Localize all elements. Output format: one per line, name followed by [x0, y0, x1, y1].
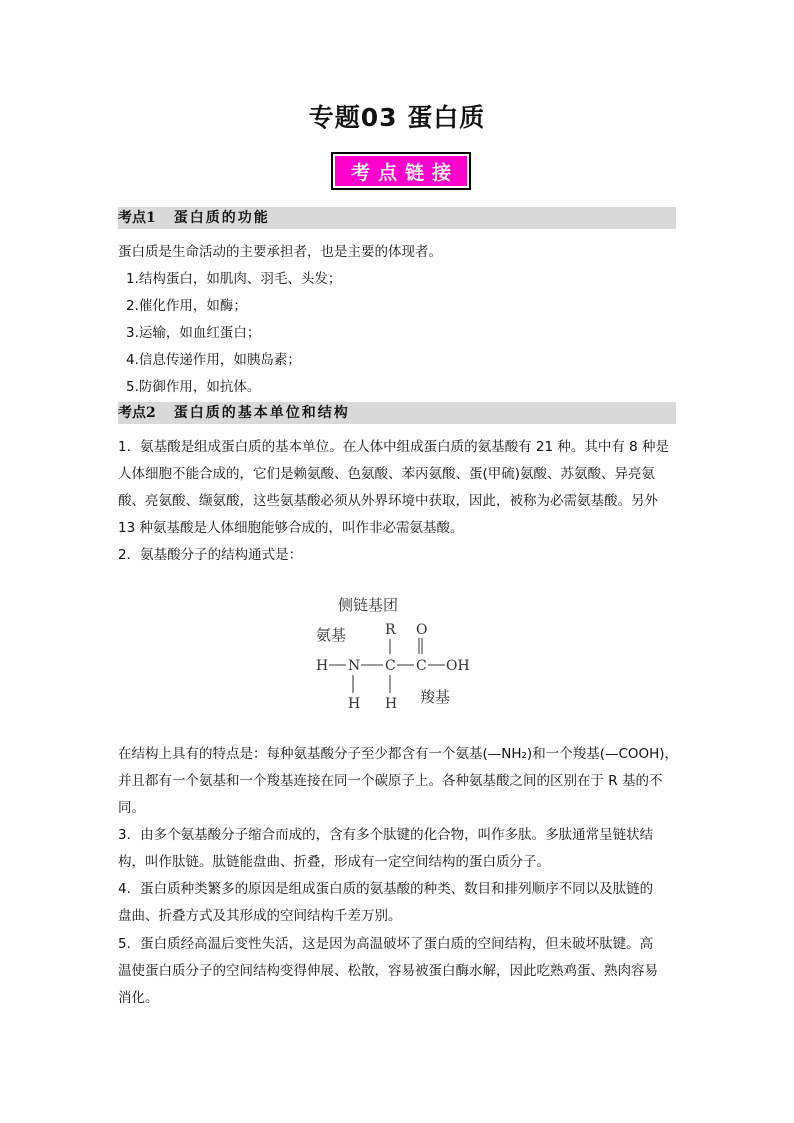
paragraph-line: 5．蛋白质经高温后变性失活，这是因为高温破坏了蛋白质的空间结构，但未破坏肽键。高	[118, 936, 654, 952]
atom-c-alpha: C	[385, 658, 396, 674]
atom-h-n: H	[348, 696, 361, 712]
section-2-title: 蛋白质的基本单位和结构	[173, 405, 350, 421]
paragraph-line: 3．由多个氨基酸分子缩合而成的，含有多个肽键的化合物，叫作多肽。多肽通常呈链状结	[118, 827, 654, 843]
paragraph-line: 在结构上具有的特点是：每种氨基酸分子至少都含有一个氨基(—NH₂)和一个羧基(—COOH)，	[118, 746, 679, 762]
list-item: 1.结构蛋白，如肌肉、羽毛、头发；	[126, 271, 342, 287]
paragraph-line: 并且都有一个氨基和一个羧基连接在同一个碳原子上。各种氨基酸之间的区别在于 R 基的不	[118, 773, 663, 789]
section-1-label: 考点1	[118, 210, 156, 226]
atom-n: N	[348, 658, 361, 674]
paragraph-line: 酸、亮氨酸、缬氨酸，这些氨基酸必须从外界环境中获取，因此，被称为必需氨基酸。另外	[118, 493, 658, 509]
paragraph-line: 2．氨基酸分子的结构通式是：	[118, 547, 303, 563]
atom-o: O	[416, 622, 428, 638]
atom-r: R	[385, 622, 396, 638]
page-title: 专题03 蛋白质	[308, 103, 486, 132]
paragraph-line: 构，叫作肽链。肽链能盘曲、折叠，形成有一定空间结构的蛋白质分子。	[118, 854, 550, 870]
paragraph-line: 1．氨基酸是组成蛋白质的基本单位。在人体中组成蛋白质的氨基酸有 21 种。其中有 8 种是	[118, 439, 670, 455]
section-1-title: 蛋白质的功能	[173, 210, 270, 226]
carboxyl-group-label: 羧基	[420, 688, 451, 706]
topic-badge	[331, 152, 471, 190]
atom-h-c: H	[385, 696, 398, 712]
list-item: 5.防御作用，如抗体。	[126, 379, 261, 395]
atom-c-carboxyl: C	[416, 658, 427, 674]
paragraph-line: 盘曲、折叠方式及其形成的空间结构千差万别。	[118, 908, 402, 924]
list-item: 4.信息传递作用，如胰岛素；	[126, 352, 301, 368]
paragraph-line: 同。	[118, 800, 145, 816]
list-item: 2.催化作用，如酶；	[126, 298, 247, 314]
section-1-intro: 蛋白质是生命活动的主要承担者，也是主要的体现者。	[118, 244, 442, 260]
side-chain-label: 侧链基团	[338, 596, 399, 614]
paragraph-line: 4．蛋白质种类繁多的原因是组成蛋白质的氨基酸的种类、数目和排列顺序不同以及肽链的	[118, 881, 654, 897]
section-2-label: 考点2	[118, 405, 156, 421]
atom-h-left: H	[316, 658, 329, 674]
section-2-header	[118, 402, 676, 424]
paragraph-line: 人体细胞不能合成的，它们是赖氨酸、色氨酸、苯丙氨酸、蛋(甲硫)氨酸、苏氨酸、异亮氨	[118, 466, 656, 482]
list-item: 3.运输，如血红蛋白；	[126, 325, 261, 341]
atom-oh: OH	[446, 658, 470, 674]
paragraph-line: 消化。	[118, 990, 159, 1006]
section-1-header	[118, 207, 676, 229]
paragraph-line: 温使蛋白质分子的空间结构变得伸展、松散，容易被蛋白酶水解，因此吃熟鸡蛋、熟肉容易	[118, 963, 658, 979]
paragraph-line: 13 种氨基酸是人体细胞能够合成的，叫作非必需氨基酸。	[118, 520, 464, 536]
amino-group-label: 氨基	[316, 626, 347, 644]
topic-badge-label: 考点链接	[333, 154, 469, 188]
amino-acid-structure-diagram	[314, 588, 484, 716]
